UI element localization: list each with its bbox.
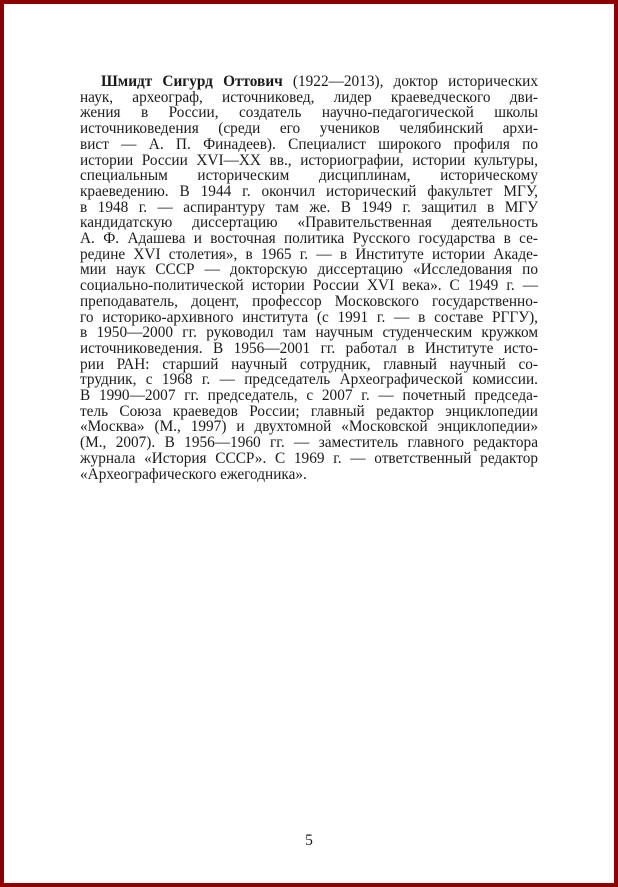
- page-number: 5: [305, 832, 313, 849]
- biography-line: вист — А. П. Финадеев). Специалист широкого профиля по: [80, 135, 538, 153]
- biography-line: журнала «История СССР». С 1969 г. — ответственный редактор: [80, 449, 538, 467]
- biography-text: [80, 74, 538, 482]
- biography-line: редине XVI столетия», в 1965 г. — в Институте истории Акаде-: [80, 245, 538, 263]
- biography-name: Шмидт Сигурд Оттович: [101, 73, 283, 90]
- biography-line: «Москва» (М., 1997) и двухтомной «Московской энциклопедии»: [80, 418, 538, 436]
- biography-line: го историко-архивного института (с 1991 г. — в составе РГГУ),: [80, 308, 538, 326]
- biography-line: трудник, с 1968 г. — председатель Археографической комиссии.: [80, 371, 538, 389]
- biography-line: В 1990—2007 гг. председатель, с 2007 г. — почетный председа-: [80, 387, 538, 405]
- biography-line: преподаватель, доцент, профессор Московского государственно-: [80, 292, 538, 310]
- biography-line: рии РАН: старший научный сотрудник, главный научный со-: [80, 355, 538, 373]
- biography-line: краеведению. В 1944 г. окончил исторический факультет МГУ,: [80, 182, 538, 200]
- biography-line: жения в России, создатель научно-педагогической школы: [80, 104, 538, 122]
- biography-line: А. Ф. Адашева и восточная политика Русского государства в се-: [80, 230, 538, 248]
- biography-line: наук, археограф, источниковед, лидер краеведческого дви-: [80, 88, 538, 106]
- biography-line: (М., 2007). В 1956—1960 гг. — заместитель главного редактора: [80, 434, 538, 452]
- biography-line: социально-политической истории России XVI века». С 1949 г. —: [80, 277, 538, 295]
- biography-line: в 1948 г. — аспирантуру там же. В 1949 г. защитил в МГУ: [80, 198, 538, 216]
- biography-line: источниковедения (среди его учеников челябинский архи-: [80, 120, 538, 138]
- biography-line: в 1950—2000 гг. руководил там научным студенческим кружком: [80, 324, 538, 342]
- biography-line: «Археографического ежегодника».: [80, 465, 307, 483]
- biography-line: кандидатскую диссертацию «Правительственная деятельность: [80, 214, 538, 232]
- biography-first-line-rest: (1922—2013), доктор исторических: [282, 73, 538, 90]
- biography-line: истории России XVI—XX вв., историографии, истории культуры,: [80, 151, 538, 169]
- biography-first-line: [80, 74, 538, 90]
- biography-line: источниковедения. В 1956—2001 гг. работал в Институте исто-: [80, 339, 538, 357]
- biography-line: специальным историческим дисциплинам, историческому: [80, 167, 538, 185]
- biography-line: тель Союза краеведов России; главный редактор энциклопедии: [80, 402, 538, 420]
- biography-line: мии наук СССР — докторскую диссертацию «Исследования по: [80, 261, 538, 279]
